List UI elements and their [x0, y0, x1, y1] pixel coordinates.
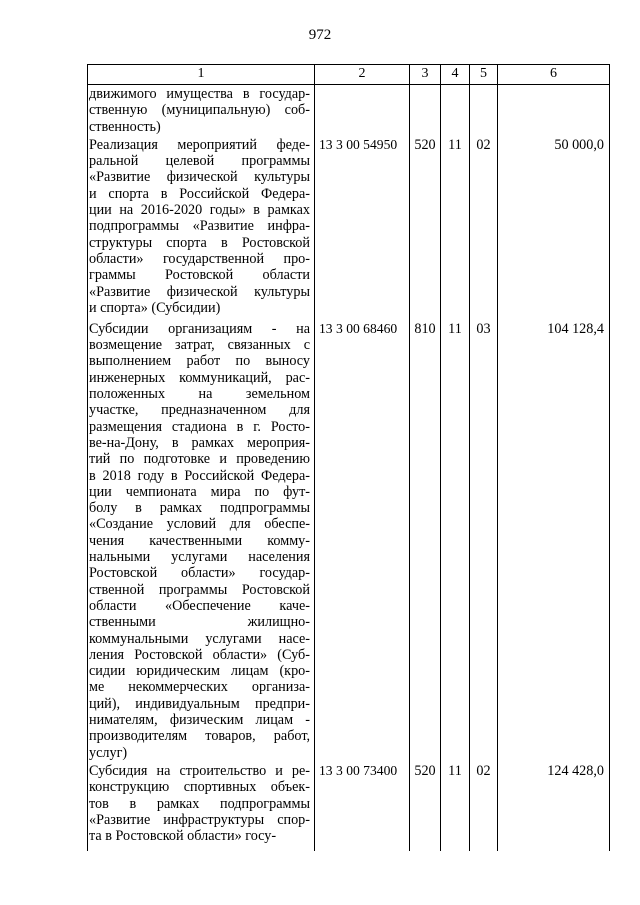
description-line: ве-на-Дону, в рамках мероприя- — [89, 434, 310, 451]
description-line: Субсидии организациям - на — [89, 320, 310, 337]
description-line: ции на 2016-2020 годы» в рамках — [89, 202, 310, 219]
row-subsection: 02 — [470, 761, 498, 851]
header-col-6: 6 — [498, 65, 610, 85]
row-description — [88, 85, 315, 135]
header-col-5: 5 — [470, 65, 498, 85]
description-line: структуры спорта в Ростовской — [89, 234, 310, 251]
description-line: области «Обеспечение каче- — [89, 597, 310, 614]
row-section — [441, 85, 470, 135]
description-line: «Создание условий для обеспе- — [89, 516, 310, 533]
table-row — [88, 85, 610, 135]
description-line: нимателям, физическим лицам - — [89, 712, 310, 729]
description-line: области» государственной про- — [89, 250, 310, 267]
header-row — [88, 65, 610, 85]
row-target-code: 13 3 00 54950 — [315, 135, 410, 319]
row-expense-type: 810 — [410, 319, 441, 761]
row-amount — [498, 85, 610, 135]
description-line: ственной программы Ростовской — [89, 581, 310, 598]
description-line: выполнением работ по выносу — [89, 353, 310, 370]
row-amount: 104 128,4 — [498, 319, 610, 761]
description-line: ме некоммерческих организа- — [89, 679, 310, 696]
description-line: тов в рамках подпрограммы — [89, 795, 310, 812]
description-line: ственными жилищно- — [89, 614, 310, 631]
description-line: инженерных коммуникаций, рас- — [89, 369, 310, 386]
header-col-1: 1 — [88, 65, 315, 85]
page-number: 972 — [308, 27, 332, 43]
row-description — [88, 135, 315, 319]
row-amount: 124 428,0 — [498, 761, 610, 851]
description-line: граммы Ростовской области — [89, 267, 310, 284]
header-col-2: 2 — [315, 65, 410, 85]
header-col-3: 3 — [410, 65, 441, 85]
row-expense-type — [410, 85, 441, 135]
description-line: «Развитие инфраструктуры спор- — [89, 811, 310, 828]
row-target-code: 13 3 00 68460 — [315, 319, 410, 761]
description-line: конструкцию спортивных объек- — [89, 779, 310, 796]
description-line: услуг) — [89, 744, 128, 761]
description-line: нальными услугами населения — [89, 549, 310, 566]
description-line: коммунальными услугами насе- — [89, 630, 310, 647]
description-line: ральной целевой программы — [89, 153, 310, 170]
table-row — [88, 319, 610, 761]
row-section: 11 — [441, 761, 470, 851]
row-expense-type: 520 — [410, 135, 441, 319]
row-amount: 50 000,0 — [498, 135, 610, 319]
description-line: производителям товаров, работ, — [89, 728, 310, 745]
row-description — [88, 761, 315, 851]
description-line: та в Ростовской области» госу- — [89, 828, 277, 845]
description-line: ции чемпионата мира по фут- — [89, 483, 310, 500]
row-target-code: 13 3 00 73400 — [315, 761, 410, 851]
description-line: движимого имущества в государ- — [89, 86, 310, 102]
table-row — [88, 761, 610, 851]
description-line: Ростовской области» государ- — [89, 565, 310, 582]
budget-table — [87, 64, 610, 851]
description-line: сидии юридическим лицам (кро- — [89, 663, 310, 680]
description-line: возмещение затрат, связанных с — [89, 337, 310, 354]
row-subsection — [470, 85, 498, 135]
description-line: чения качественными комму- — [89, 532, 310, 549]
description-line: в 2018 году в Российской Федера- — [89, 467, 310, 484]
description-line: ственность) — [89, 118, 161, 135]
description-line: подпрограммы «Развитие инфра- — [89, 218, 310, 235]
description-line: «Развитие физической культуры — [89, 169, 310, 186]
description-line: и спорта в Российской Федера- — [89, 185, 310, 202]
description-line: положенных на земельном — [89, 386, 310, 403]
description-line: тий по подготовке и проведению — [89, 451, 310, 468]
row-subsection: 03 — [470, 319, 498, 761]
description-line: и спорта» (Субсидии) — [89, 299, 221, 316]
row-subsection: 02 — [470, 135, 498, 319]
description-line: размещения стадиона в г. Росто- — [89, 418, 310, 435]
description-line: ления Ростовской области» (Суб- — [89, 646, 310, 663]
row-target-code — [315, 85, 410, 135]
description-line: Реализация мероприятий феде- — [89, 136, 310, 153]
description-line: «Развитие физической культуры — [89, 283, 310, 300]
table-row — [88, 135, 610, 319]
row-section: 11 — [441, 319, 470, 761]
header-col-4: 4 — [441, 65, 470, 85]
description-line: участке, предназначенном для — [89, 402, 310, 419]
description-line: Субсидия на строительство и ре- — [89, 762, 310, 779]
description-line: ций), индивидуальным предпри- — [89, 695, 310, 712]
description-line: болу в рамках подпрограммы — [89, 500, 310, 517]
row-section: 11 — [441, 135, 470, 319]
description-line: ственную (муниципальную) соб- — [89, 102, 310, 119]
row-description — [88, 319, 315, 761]
row-expense-type: 520 — [410, 761, 441, 851]
